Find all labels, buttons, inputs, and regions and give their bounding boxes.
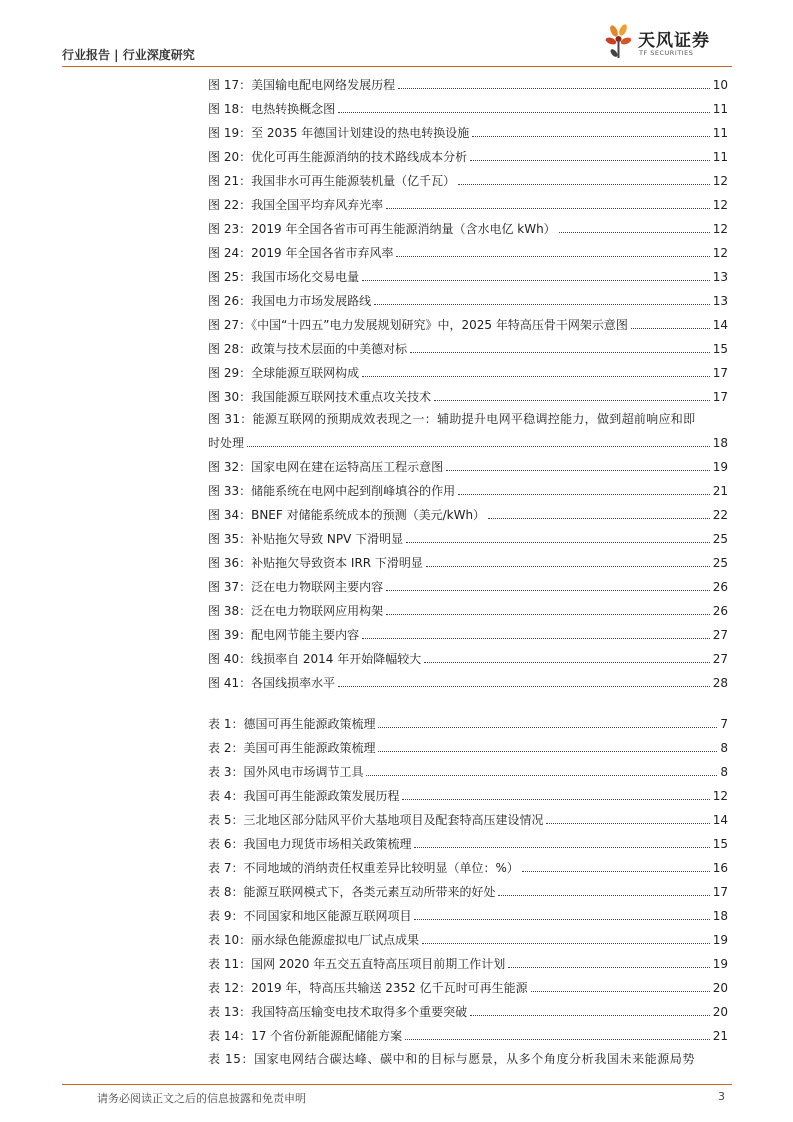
figure-entry[interactable]: [208, 622, 728, 646]
figure-entry[interactable]: [208, 264, 728, 288]
dot-leader: [424, 646, 709, 663]
table-entry[interactable]: [208, 999, 728, 1023]
dot-leader: [247, 430, 710, 447]
toc-entry-label: 表 9：不同国家和地区能源互联网项目: [208, 909, 412, 923]
section-gap: [208, 694, 728, 711]
toc-entry-page: 18: [712, 909, 728, 923]
page-number: 3: [718, 1090, 725, 1103]
toc-entry-page: 8: [720, 765, 728, 779]
toc-entry-page: 19: [712, 460, 728, 474]
table-entry[interactable]: [208, 855, 728, 879]
toc-entry-page: 21: [712, 484, 728, 498]
toc-entry-page: 17: [712, 390, 728, 404]
toc-entry-label: 图 32：国家电网在建在运特高压工程示意图: [208, 460, 444, 474]
dot-leader: [446, 454, 710, 471]
toc-entry-page: 16: [712, 861, 728, 875]
toc-entry-label: 图 41：各国线损率水平: [208, 676, 336, 690]
figure-entry[interactable]: [208, 646, 728, 670]
toc-entry-page: 27: [712, 628, 728, 642]
toc-entry-page: 17: [712, 885, 728, 899]
toc-entry-page: 13: [712, 270, 728, 284]
figure-entry[interactable]: [208, 454, 728, 478]
figure-entry[interactable]: [208, 526, 728, 550]
dot-leader: [386, 574, 710, 591]
table-entry[interactable]: [208, 759, 728, 783]
dot-leader: [470, 999, 710, 1016]
toc-entry-page: 12: [712, 174, 728, 188]
toc-entry-label: 图 24：2019 年全国各省市弃风率: [208, 246, 394, 260]
dot-leader: [362, 264, 710, 281]
dot-leader: [386, 598, 710, 615]
toc-entry-page: 26: [712, 580, 728, 594]
table-entry[interactable]: [208, 879, 728, 903]
table-entry[interactable]: [208, 807, 728, 831]
toc-entry-figure-31[interactable]: [208, 408, 728, 454]
toc-entry-label: 表 10：丽水绿色能源虚拟电厂试点成果: [208, 933, 420, 947]
toc-entry-label-line2: 时处理: [208, 436, 245, 450]
dot-leader: [406, 526, 710, 543]
toc-entry-page: 11: [712, 150, 728, 164]
toc-entry-page: 10: [712, 78, 728, 92]
figure-entry[interactable]: [208, 168, 728, 192]
toc-entry-page: 14: [712, 813, 728, 827]
toc-entry-label: 图 21：我国非水可再生能源装机量（亿千瓦）: [208, 174, 456, 188]
tf-securities-logo: [592, 22, 732, 66]
toc-entry-label: 图 23：2019 年全国各省市可再生能源消纳量（含水电亿 kWh）: [208, 222, 556, 236]
figure-entry[interactable]: [208, 72, 728, 96]
toc-entry-label: 图 37：泛在电力物联网主要内容: [208, 580, 384, 594]
toc-entry-page: 20: [712, 1005, 728, 1019]
dot-leader: [426, 550, 710, 567]
header-divider: [62, 66, 732, 67]
toc-entry-label: 表 12：2019 年，特高压共输送 2352 亿千瓦时可再生能源: [208, 981, 528, 995]
toc-entry-label: 图 40：线损率自 2014 年开始降幅较大: [208, 652, 422, 666]
footer-divider: [62, 1084, 732, 1085]
dot-leader: [338, 96, 710, 113]
toc-entry-label: 图 26：我国电力市场发展路线: [208, 294, 372, 308]
report-type-label: 行业报告 | 行业深度研究: [62, 48, 195, 62]
toc-entry-label: 图 28：政策与技术层面的中美德对标: [208, 342, 408, 356]
dot-leader: [559, 216, 710, 233]
dot-leader: [458, 168, 710, 185]
figure-entry[interactable]: [208, 384, 728, 408]
dot-leader: [386, 192, 710, 209]
toc-entry-page: 14: [712, 318, 728, 332]
toc-entry-label: 表 14：17 个省份新能源配储能方案: [208, 1029, 403, 1043]
toc-entry-label: 图 20：优化可再生能源消纳的技术路线成本分析: [208, 150, 468, 164]
toc-entry-label: 图 19：至 2035 年德国计划建设的热电转换设施: [208, 126, 470, 140]
toc-entry-page: 26: [712, 604, 728, 618]
toc-entry-page: 15: [712, 837, 728, 851]
table-of-contents: [208, 72, 728, 1071]
dot-leader: [366, 759, 717, 776]
table-entry[interactable]: [208, 735, 728, 759]
toc-entry-page: 13: [712, 294, 728, 308]
toc-entry-label: 表 5：三北地区部分陆风平价大基地项目及配套特高压建设情况: [208, 813, 544, 827]
table-entry[interactable]: [208, 951, 728, 975]
dot-leader: [522, 855, 710, 872]
dot-leader: [414, 831, 709, 848]
logo-english-name: TF SECURITIES: [639, 49, 694, 57]
toc-entry-page: 11: [712, 102, 728, 116]
dot-leader: [546, 807, 709, 824]
dot-leader: [410, 336, 710, 353]
toc-entry-label: 图 25：我国市场化交易电量: [208, 270, 360, 284]
toc-entry-page: 8: [720, 741, 728, 755]
figure-list: [208, 72, 728, 408]
toc-entry-label: 图 34：BNEF 对储能系统成本的预测（美元/kWh）: [208, 508, 486, 522]
toc-entry-label: 表 15：国家电网结合碳达峰、碳中和的目标与愿景，从多个角度分析我国未来能源局势: [208, 1052, 696, 1066]
toc-entry-page: 27: [712, 652, 728, 666]
figure-entry[interactable]: [208, 288, 728, 312]
toc-entry-label: 表 2：美国可再生能源政策梳理: [208, 741, 376, 755]
toc-entry-page: 28: [712, 676, 728, 690]
table-entry[interactable]: [208, 903, 728, 927]
table-entry[interactable]: [208, 1023, 728, 1047]
figure-entry[interactable]: [208, 192, 728, 216]
table-entry[interactable]: [208, 927, 728, 951]
dot-leader: [488, 502, 710, 519]
figure-list-continued: [208, 454, 728, 694]
toc-entry-label: 图 36：补贴拖欠导致资本 IRR 下滑明显: [208, 556, 423, 570]
toc-entry-page: 25: [712, 532, 728, 546]
table-entry[interactable]: [208, 831, 728, 855]
disclaimer-text: 请务必阅读正文之后的信息披露和免责申明: [97, 1092, 306, 1105]
figure-entry[interactable]: [208, 670, 728, 694]
dot-leader: [458, 478, 710, 495]
figure-entry[interactable]: [208, 144, 728, 168]
dot-leader: [470, 144, 710, 161]
toc-entry-label: 表 7：不同地域的消纳责任权重差异比较明显（单位：%）: [208, 861, 519, 875]
figure-entry[interactable]: [208, 550, 728, 574]
toc-entry-label: 图 39：配电网节能主要内容: [208, 628, 360, 642]
logo-chinese-name: 天风证券: [638, 31, 710, 51]
table-list: [208, 711, 728, 1047]
toc-entry-label: 图 33：储能系统在电网中起到削峰填谷的作用: [208, 484, 456, 498]
toc-entry-page: 7: [720, 717, 728, 731]
toc-entry-label: 表 1：德国可再生能源政策梳理: [208, 717, 376, 731]
dot-leader: [405, 1023, 710, 1040]
figure-entry[interactable]: [208, 240, 728, 264]
toc-entry-label: 图 18：电热转换概念图: [208, 102, 336, 116]
dot-leader: [422, 927, 710, 944]
dot-leader: [398, 72, 710, 89]
figure-entry[interactable]: [208, 216, 728, 240]
toc-entry-page: 12: [712, 222, 728, 236]
toc-entry-page: 12: [712, 246, 728, 260]
toc-entry-label: 图 38：泛在电力物联网应用构架: [208, 604, 384, 618]
toc-entry-label: 表 4：我国可再生能源政策发展历程: [208, 789, 400, 803]
toc-entry-label: 表 13：我国特高压输变电技术取得多个重要突破: [208, 1005, 468, 1019]
toc-entry-label-line1: 图 31：能源互联网的预期成效表现之一：辅助提升电网平稳调控能力，做到超前响应和即: [208, 412, 696, 426]
dot-leader: [434, 384, 710, 401]
table-entry[interactable]: [208, 975, 728, 999]
toc-entry-label: 表 8：能源互联网模式下，各类元素互动所带来的好处: [208, 885, 496, 899]
toc-entry-page: 11: [712, 126, 728, 140]
dot-leader: [362, 360, 710, 377]
toc-entry-page: 20: [712, 981, 728, 995]
figure-entry[interactable]: [208, 574, 728, 598]
toc-entry-page: 12: [712, 789, 728, 803]
dot-leader: [378, 735, 717, 752]
figure-entry[interactable]: [208, 502, 728, 526]
toc-entry-label: 图 30：我国能源互联网技术重点攻关技术: [208, 390, 432, 404]
toc-entry-page: 22: [712, 508, 728, 522]
toc-entry-page: 12: [712, 198, 728, 212]
table-entry[interactable]: [208, 783, 728, 807]
toc-entry-label: 图 17：美国输电配电网络发展历程: [208, 78, 396, 92]
dot-leader: [396, 240, 709, 257]
dot-leader: [374, 288, 710, 305]
toc-entry-page: 21: [712, 1029, 728, 1043]
flower-logo-icon: [604, 22, 634, 62]
toc-entry-label: 图 22：我国全国平均弃风弃光率: [208, 198, 384, 212]
dot-leader: [338, 670, 710, 687]
dot-leader: [508, 951, 709, 968]
dot-leader: [498, 879, 709, 896]
page-header: [62, 0, 732, 68]
toc-entry-page: 25: [712, 556, 728, 570]
toc-entry-page: 19: [712, 933, 728, 947]
table-entry[interactable]: [208, 711, 728, 735]
toc-entry-page: 15: [712, 342, 728, 356]
toc-entry-page: 18: [712, 436, 728, 450]
toc-entry-label: 图 35：补贴拖欠导致 NPV 下滑明显: [208, 532, 404, 546]
toc-entry-table-15[interactable]: [208, 1047, 728, 1071]
figure-entry[interactable]: [208, 478, 728, 502]
figure-entry[interactable]: [208, 336, 728, 360]
dot-leader: [472, 120, 709, 137]
toc-entry-page: 17: [712, 366, 728, 380]
toc-entry-page: 19: [712, 957, 728, 971]
toc-entry-label: 表 11：国网 2020 年五交五直特高压项目前期工作计划: [208, 957, 506, 971]
dot-leader: [631, 312, 710, 329]
dot-leader: [402, 783, 709, 800]
dot-leader: [531, 975, 710, 992]
dot-leader: [362, 622, 710, 639]
figure-entry[interactable]: [208, 96, 728, 120]
toc-entry-label: 图 27：《中国“十四五”电力发展规划研究》中，2025 年特高压骨干网架示意图: [208, 318, 628, 332]
dot-leader: [414, 903, 709, 920]
dot-leader: [378, 711, 717, 728]
toc-entry-label: 表 6：我国电力现货市场相关政策梳理: [208, 837, 412, 851]
figure-entry[interactable]: [208, 360, 728, 384]
figure-entry[interactable]: [208, 312, 728, 336]
toc-entry-label: 表 3：国外风电市场调节工具: [208, 765, 364, 779]
toc-entry-label: 图 29：全球能源互联网构成: [208, 366, 360, 380]
figure-entry[interactable]: [208, 120, 728, 144]
figure-entry[interactable]: [208, 598, 728, 622]
